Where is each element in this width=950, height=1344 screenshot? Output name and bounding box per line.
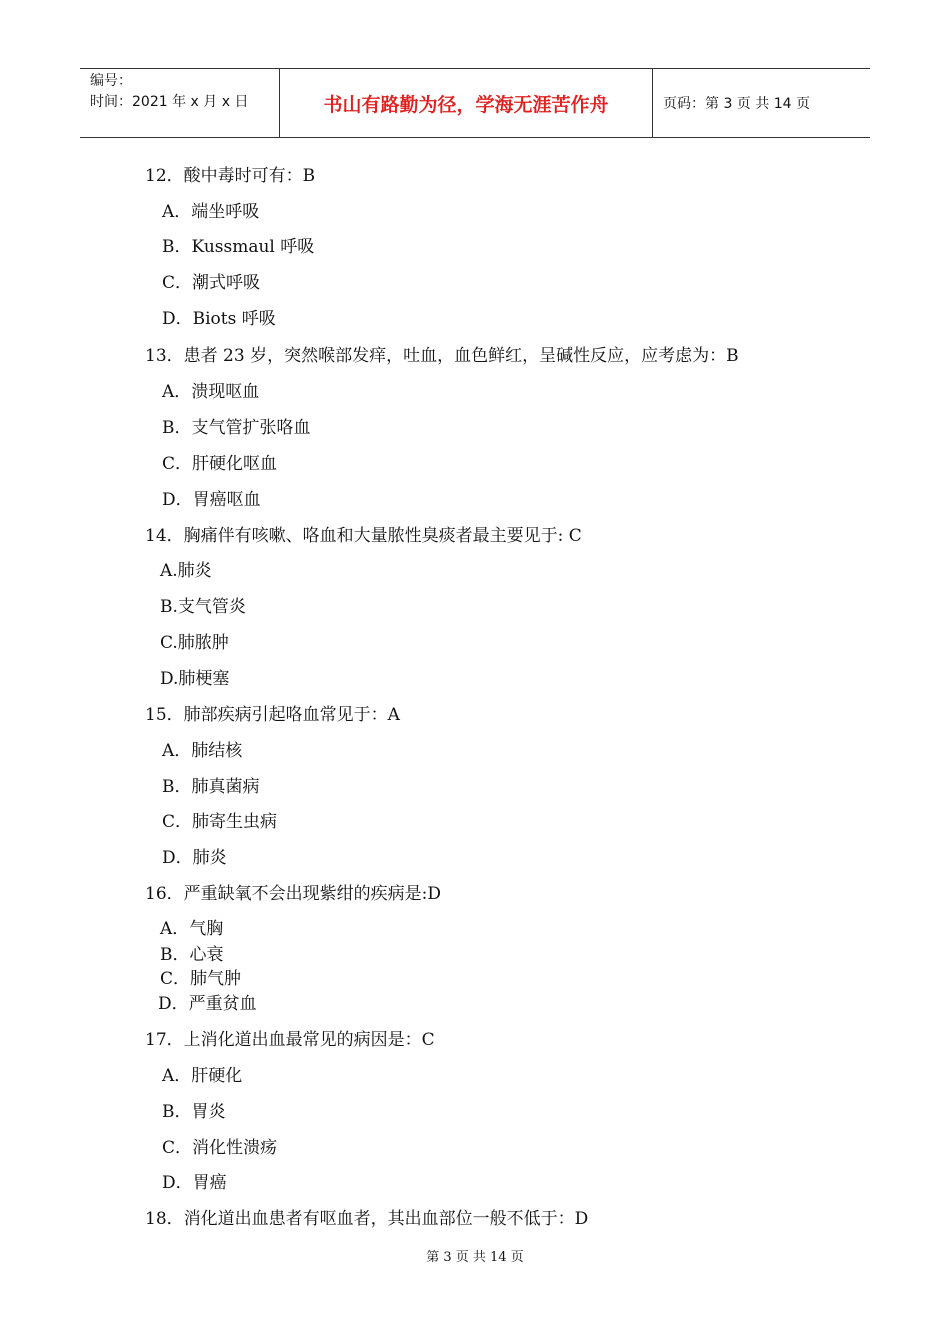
option: A．端坐呼吸 [162, 202, 260, 222]
option: A．溃现呕血 [162, 382, 260, 402]
option: A．肝硬化 [162, 1066, 243, 1086]
option: D．胃癌呕血 [162, 490, 261, 510]
header-meta [80, 69, 280, 137]
option: C．消化性溃疡 [162, 1138, 278, 1158]
question-12: 12．酸中毒时可有：B [145, 166, 316, 186]
option: B．肺真菌病 [162, 777, 260, 797]
document-date: 时间：2021 年 x 月 x 日 [90, 94, 249, 110]
question-17: 17．上消化道出血最常见的病因是：C [145, 1030, 435, 1050]
option: B．胃炎 [162, 1102, 226, 1122]
option: B．支气管扩张咯血 [162, 418, 311, 438]
header-page-info: 页码：第 3 页 共 14 页 [663, 96, 810, 112]
option: A．气胸 [160, 919, 224, 939]
page-footer: 第 3 页 共 14 页 [426, 1250, 524, 1265]
option: A.肺炎 [160, 561, 212, 581]
option: B．心衰 [160, 945, 224, 965]
option: C．肺气肿 [160, 969, 242, 989]
option: D．胃癌 [162, 1173, 227, 1193]
question-14: 14．胸痛伴有咳嗽、咯血和大量脓性臭痰者最主要见于: C [145, 526, 582, 546]
page-header [80, 68, 870, 138]
header-motto: 书山有路勤为径，学海无涯苦作舟 [280, 69, 653, 137]
question-16: 16．严重缺氧不会出现紫绀的疾病是:D [145, 884, 441, 904]
option: D．严重贫血 [158, 994, 257, 1014]
option: B.支气管炎 [160, 597, 246, 617]
option: D．Biots 呼吸 [162, 309, 276, 329]
option: C．肝硬化呕血 [162, 454, 278, 474]
option: C.肺脓肿 [160, 633, 229, 653]
option: A．肺结核 [162, 741, 243, 761]
option: C．潮式呼吸 [162, 273, 261, 293]
question-15: 15．肺部疾病引起咯血常见于：A [145, 705, 400, 725]
document-number: 编号： [90, 73, 132, 89]
question-13: 13．患者 23 岁，突然喉部发痒，吐血，血色鲜红，呈碱性反应，应考虑为：B [145, 346, 739, 366]
option: B．Kussmaul 呼吸 [162, 237, 315, 257]
option: D.肺梗塞 [160, 669, 230, 689]
option: C．肺寄生虫病 [162, 812, 278, 832]
question-18: 18．消化道出血患者有呕血者，其出血部位一般不低于：D [145, 1209, 589, 1229]
option: D．肺炎 [162, 848, 227, 868]
